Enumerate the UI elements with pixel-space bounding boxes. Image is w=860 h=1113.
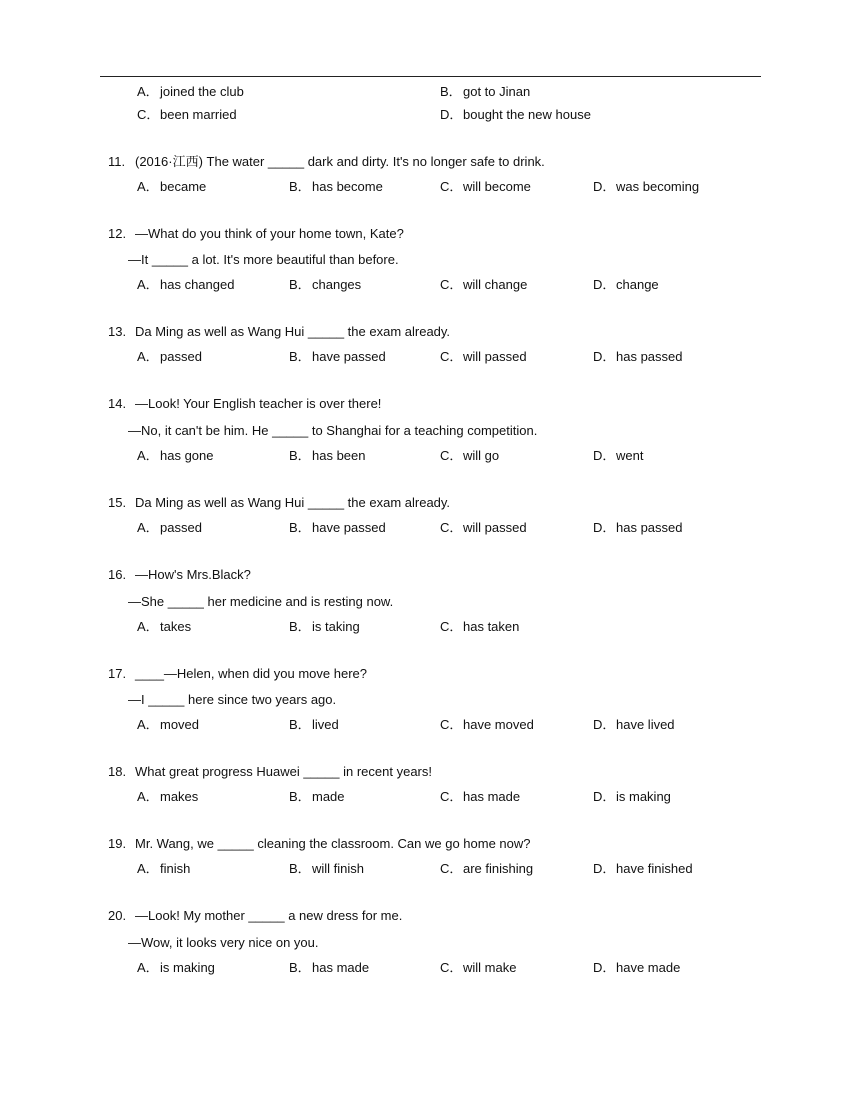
option-text: passed <box>160 349 202 364</box>
option-text: is taking <box>312 619 360 634</box>
option-a <box>137 277 234 293</box>
dialogue-line: —Wow, it looks very nice on you. <box>128 935 319 950</box>
question-number: 20. <box>108 908 127 923</box>
option-letter: B． <box>289 277 311 292</box>
option-letter: D． <box>593 349 616 364</box>
option-letter: C． <box>440 861 463 876</box>
option-a <box>137 861 190 877</box>
option-text: will go <box>463 448 500 463</box>
option-letter: B． <box>289 619 311 634</box>
option-text: has become <box>312 179 383 194</box>
option-text: became <box>160 179 207 194</box>
option-letter: A． <box>137 717 159 732</box>
option-letter: C． <box>440 619 463 634</box>
option-text: have passed <box>312 520 386 535</box>
option-text: was becoming <box>616 179 700 194</box>
option-text: is making <box>160 960 215 975</box>
option-letter: D． <box>593 861 616 876</box>
option-letter: B． <box>289 349 311 364</box>
option-letter: C． <box>440 960 463 975</box>
option-text: will passed <box>463 349 527 364</box>
option-text: have made <box>616 960 681 975</box>
question-stem <box>108 567 251 583</box>
option-letter: C． <box>440 179 463 194</box>
option-d <box>593 960 680 976</box>
question-stem <box>108 666 367 682</box>
question-stem <box>108 764 432 780</box>
option-letter: B． <box>289 789 311 804</box>
question-text: Da Ming as well as Wang Hui _____ the exam already. <box>135 324 451 339</box>
option-letter: B． <box>289 861 311 876</box>
option-b <box>289 277 361 293</box>
question-stem <box>108 154 545 170</box>
option-a <box>137 960 215 976</box>
option-text: is making <box>616 789 671 804</box>
option-text: has passed <box>616 349 683 364</box>
option-text: has changed <box>160 277 235 292</box>
option-letter: C． <box>440 520 463 535</box>
option-letter: C． <box>440 349 463 364</box>
question-text: Mr. Wang, we _____ cleaning the classroom. Can we go home now? <box>135 836 531 851</box>
option-d <box>593 861 693 877</box>
question-number: 19. <box>108 836 127 851</box>
option-text: got to Jinan <box>463 84 531 99</box>
option-b <box>289 349 386 365</box>
option-text: finish <box>160 861 191 876</box>
option-letter: B． <box>289 520 311 535</box>
option-text: has made <box>463 789 521 804</box>
question-text: What great progress Huawei _____ in recent years! <box>135 764 432 779</box>
option-letter: A． <box>137 861 159 876</box>
option-a <box>137 789 198 805</box>
option-c <box>440 861 533 877</box>
option-d <box>440 107 591 123</box>
question-number: 18. <box>108 764 127 779</box>
option-b <box>289 619 360 635</box>
option-text: passed <box>160 520 202 535</box>
option-text: have passed <box>312 349 386 364</box>
option-text: been married <box>160 107 237 122</box>
option-a <box>137 179 206 195</box>
question-text: Da Ming as well as Wang Hui _____ the exam already. <box>135 495 451 510</box>
option-letter: A． <box>137 960 159 975</box>
option-c <box>137 107 237 123</box>
option-d <box>593 789 671 805</box>
question-number: 12. <box>108 226 127 241</box>
dialogue-line: —It _____ a lot. It's more beautiful than before. <box>128 252 399 267</box>
option-text: made <box>312 789 345 804</box>
question-number: 11. <box>108 154 126 169</box>
dialogue-line: —She _____ her medicine and is resting now. <box>128 594 394 609</box>
option-text: will finish <box>312 861 365 876</box>
option-c <box>440 789 520 805</box>
option-c <box>440 277 527 293</box>
option-text: moved <box>160 717 200 732</box>
option-letter: D． <box>593 179 616 194</box>
option-text: have finished <box>616 861 693 876</box>
question-stem <box>108 324 450 340</box>
option-d <box>593 277 659 293</box>
option-c <box>440 717 534 733</box>
option-text: joined the club <box>160 84 244 99</box>
header-rule <box>100 76 761 77</box>
option-c <box>440 520 527 536</box>
option-b <box>440 84 530 100</box>
option-letter: A． <box>137 520 159 535</box>
option-text: has passed <box>616 520 683 535</box>
option-letter: A． <box>137 349 159 364</box>
option-letter: A． <box>137 179 159 194</box>
option-c <box>440 960 516 976</box>
option-text: will change <box>463 277 528 292</box>
option-letter: D． <box>440 107 463 122</box>
dialogue-line: —I _____ here since two years ago. <box>128 692 337 707</box>
option-c <box>440 619 519 635</box>
option-letter: B． <box>289 960 311 975</box>
option-b <box>289 789 345 805</box>
option-letter: A． <box>137 619 159 634</box>
question-stem <box>108 226 404 242</box>
option-text: went <box>616 448 644 463</box>
option-letter: B． <box>289 179 311 194</box>
option-letter: D． <box>593 789 616 804</box>
question-text: ____—Helen, when did you move here? <box>135 666 367 681</box>
option-letter: B． <box>289 717 311 732</box>
option-letter: A． <box>137 448 159 463</box>
option-text: bought the new house <box>463 107 591 122</box>
option-letter: A． <box>137 84 159 99</box>
option-letter: D． <box>593 717 616 732</box>
question-number: 17. <box>108 666 127 681</box>
option-d <box>593 717 675 733</box>
question-stem <box>108 836 531 852</box>
option-d <box>593 448 643 464</box>
option-text: will make <box>463 960 517 975</box>
question-text: (2016·江西) The water _____ dark and dirty. It's no longer safe to drink. <box>135 154 545 169</box>
option-text: has taken <box>463 619 520 634</box>
question-stem <box>108 495 450 511</box>
option-c <box>440 349 527 365</box>
option-a <box>137 84 244 100</box>
question-text: —Look! Your English teacher is over there! <box>135 396 382 411</box>
option-text: lived <box>312 717 339 732</box>
dialogue-line: —No, it can't be him. He _____ to Shanghai for a teaching competition. <box>128 423 538 438</box>
option-b <box>289 861 364 877</box>
question-text: —Look! My mother _____ a new dress for me. <box>135 908 403 923</box>
option-b <box>289 717 339 733</box>
option-letter: B． <box>440 84 462 99</box>
question-text: —What do you think of your home town, Kate? <box>135 226 404 241</box>
option-letter: C． <box>440 717 463 732</box>
option-d <box>593 179 699 195</box>
option-text: have moved <box>463 717 534 732</box>
option-b <box>289 448 366 464</box>
option-text: has been <box>312 448 366 463</box>
option-d <box>593 349 683 365</box>
option-b <box>289 520 386 536</box>
question-text: —How's Mrs.Black? <box>135 567 251 582</box>
option-letter: C． <box>440 789 463 804</box>
question-stem <box>108 908 402 924</box>
question-stem <box>108 396 381 412</box>
option-a <box>137 448 214 464</box>
option-b <box>289 960 369 976</box>
option-text: are finishing <box>463 861 534 876</box>
option-d <box>593 520 683 536</box>
option-c <box>440 448 499 464</box>
option-letter: D． <box>593 960 616 975</box>
option-letter: C． <box>440 448 463 463</box>
option-b <box>289 179 383 195</box>
question-number: 13. <box>108 324 127 339</box>
option-a <box>137 520 202 536</box>
option-text: takes <box>160 619 192 634</box>
option-text: makes <box>160 789 199 804</box>
option-text: changes <box>312 277 362 292</box>
option-letter: C． <box>440 277 463 292</box>
option-c <box>440 179 531 195</box>
option-a <box>137 619 191 635</box>
option-text: has made <box>312 960 370 975</box>
option-letter: D． <box>593 520 616 535</box>
option-letter: A． <box>137 789 159 804</box>
option-letter: C． <box>137 107 160 122</box>
option-a <box>137 717 199 733</box>
option-text: change <box>616 277 659 292</box>
question-number: 15. <box>108 495 127 510</box>
option-text: have lived <box>616 717 675 732</box>
option-text: has gone <box>160 448 214 463</box>
question-number: 16. <box>108 567 127 582</box>
option-letter: B． <box>289 448 311 463</box>
question-number: 14. <box>108 396 127 411</box>
option-text: will become <box>463 179 531 194</box>
option-letter: A． <box>137 277 159 292</box>
option-text: will passed <box>463 520 527 535</box>
option-letter: D． <box>593 448 616 463</box>
option-letter: D． <box>593 277 616 292</box>
option-a <box>137 349 202 365</box>
